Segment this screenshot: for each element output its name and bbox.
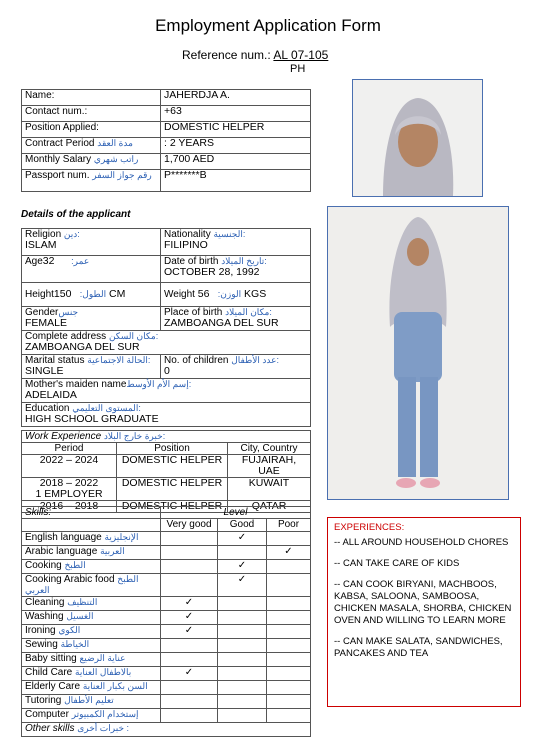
skill-level-cell <box>267 546 311 560</box>
check-icon: ✓ <box>237 574 247 585</box>
skill-label: Cleaning التنظيف <box>22 597 161 611</box>
country-code: PH <box>290 63 306 75</box>
form-title: Employment Application Form <box>155 16 381 35</box>
work-period: 2022 – 2024 <box>22 455 117 478</box>
skill-row <box>22 532 311 546</box>
skill-row <box>22 597 311 611</box>
skill-level-cell <box>267 639 311 653</box>
skills-table <box>21 506 311 737</box>
basic-row: Monthly Salary راتب شهري 1,700 AED <box>22 154 311 170</box>
skill-level-cell <box>218 546 267 560</box>
skill-level-cell <box>161 597 218 611</box>
work-col-period: Period <box>22 443 117 455</box>
marital-cell: Marital status الحالة الاجتماعية: SINGLE <box>22 355 161 379</box>
skill-level-cell <box>218 639 267 653</box>
basic-value: 1,700 AED <box>161 154 311 170</box>
skill-row <box>22 560 311 574</box>
skill-level-cell <box>218 625 267 639</box>
skill-level-cell <box>267 667 311 681</box>
reference-number: Reference num.: AL 07-105 <box>182 48 329 62</box>
experiences-box <box>327 517 521 707</box>
check-icon: ✓ <box>184 625 194 636</box>
experiences-heading: EXPERIENCES: <box>334 522 405 533</box>
skill-level-cell <box>161 653 218 667</box>
skill-level-cell <box>267 695 311 709</box>
skill-level-cell <box>218 560 267 574</box>
skill-level-cell <box>218 597 267 611</box>
skill-label: Ironing الكوي <box>22 625 161 639</box>
check-icon: ✓ <box>184 597 194 608</box>
skill-row <box>22 625 311 639</box>
work-position: DOMESTIC HELPER <box>117 455 228 478</box>
basic-row: Position Applied: DOMESTIC HELPER <box>22 122 311 138</box>
skill-label: Arabic language العربية <box>22 546 161 560</box>
work-heading: Work Experience خبرة خارج البلاد: <box>22 431 311 443</box>
skill-label: Cooking Arabic food الطبخ العربي <box>22 574 161 597</box>
skill-label: Elderly Care السن بكبار العناية <box>22 681 161 695</box>
skill-level-cell <box>267 532 311 546</box>
skill-level-cell <box>218 611 267 625</box>
experience-item: -- CAN TAKE CARE OF KIDS <box>334 558 460 569</box>
pob-cell: Place of birth مكان الميلاد: ZAMBOANGA DEL SUR <box>161 307 311 331</box>
skill-level-cell <box>161 667 218 681</box>
skill-level-cell <box>267 625 311 639</box>
children-cell: No. of children عدد الأطفال: 0 <box>161 355 311 379</box>
skill-row <box>22 681 311 695</box>
work-city: FUJAIRAH, UAE <box>228 455 311 478</box>
skill-level-cell <box>267 597 311 611</box>
skill-row <box>22 709 311 723</box>
basic-row: Passport num. رقم جواز السفر P*******B <box>22 170 311 192</box>
details-table <box>21 228 311 427</box>
basic-value: +63 <box>161 106 311 122</box>
skill-level-cell <box>267 653 311 667</box>
age-cell: Age عمر: 32 <box>22 256 161 283</box>
skill-label: Child Care بالاطفال العناية <box>22 667 161 681</box>
work-experience-table <box>21 430 311 513</box>
work-position: DOMESTIC HELPER <box>117 478 228 501</box>
skill-level-cell <box>218 695 267 709</box>
skill-level-cell <box>267 611 311 625</box>
skills-level-heading: Level <box>161 507 311 519</box>
education-cell: Education المستوى التعليمي: HIGH SCHOOL GRADUATE <box>22 403 311 427</box>
check-icon: ✓ <box>284 546 293 557</box>
basic-info-table <box>21 89 311 192</box>
full-body-photo <box>327 206 509 500</box>
basic-value: JAHERDJA A. <box>161 90 311 106</box>
skill-level-cell <box>218 574 267 597</box>
skill-level-cell <box>161 574 218 597</box>
skill-row <box>22 695 311 709</box>
basic-value: P*******B <box>161 170 311 192</box>
work-row <box>22 455 311 478</box>
address-cell: Complete address مكان السكن: ZAMBOANGA DEL SUR <box>22 331 311 355</box>
work-col-position: Position <box>117 443 228 455</box>
skill-level-cell <box>218 653 267 667</box>
skill-label: Baby sitting عناية الرضيع <box>22 653 161 667</box>
skill-label: Sewing الخياطة <box>22 639 161 653</box>
skill-level-cell <box>267 560 311 574</box>
skill-row <box>22 546 311 560</box>
skill-row <box>22 574 311 597</box>
details-heading: Details of the applicant <box>21 209 131 220</box>
skill-level-cell <box>161 611 218 625</box>
basic-value: : 2 YEARS <box>161 138 311 154</box>
skill-label: English language الإنجليزية <box>22 532 161 546</box>
work-col-city: City, Country <box>228 443 311 455</box>
work-period: 2018 – 2022 1 EMPLOYER <box>22 478 117 501</box>
work-city: QATAR <box>228 501 311 513</box>
skill-level-cell <box>267 574 311 597</box>
portrait-photo <box>352 79 483 197</box>
skill-level-cell <box>267 681 311 695</box>
skill-label: Computer إستخدام الكمبيوتر <box>22 709 161 723</box>
height-cell: Height الطول: 150 CM <box>22 283 161 307</box>
work-city: KUWAIT <box>228 478 311 501</box>
basic-row: Name: JAHERDJA A. <box>22 90 311 106</box>
skill-label: Washing الغسيل <box>22 611 161 625</box>
check-icon: ✓ <box>237 560 247 571</box>
nationality-cell: Nationality الجنسية: FILIPINO <box>161 229 311 256</box>
experience-item: -- CAN MAKE SALATA, SANDWICHES, PANCAKES AND TEA <box>334 636 503 659</box>
experience-item: -- ALL AROUND HOUSEHOLD CHORES <box>334 537 509 548</box>
weight-cell: Weight الوزن: 56 KGS <box>161 283 311 307</box>
skill-level-cell <box>161 532 218 546</box>
level-very-good: Very good <box>161 519 218 532</box>
basic-row: Contact num.: +63 <box>22 106 311 122</box>
skill-level-cell <box>218 532 267 546</box>
basic-row: Contract Period مدة العقد : 2 YEARS <box>22 138 311 154</box>
level-good: Good <box>218 519 267 532</box>
skill-level-cell <box>218 681 267 695</box>
skill-level-cell <box>161 546 218 560</box>
level-poor: Poor <box>267 519 311 532</box>
skill-level-cell <box>161 639 218 653</box>
skill-row <box>22 653 311 667</box>
skill-level-cell <box>161 709 218 723</box>
skill-level-cell <box>161 695 218 709</box>
check-icon: ✓ <box>184 611 194 622</box>
skill-level-cell <box>161 681 218 695</box>
skill-level-cell <box>218 667 267 681</box>
work-period: 2016 – 2018 <box>22 501 117 513</box>
basic-value: DOMESTIC HELPER <box>161 122 311 138</box>
check-icon: ✓ <box>237 532 247 543</box>
skill-row <box>22 639 311 653</box>
mother-cell: Mother's maiden nameإسم الأم الأوسط: ADELAIDA <box>22 379 311 403</box>
work-row <box>22 478 311 501</box>
skill-label: Cooking الطبخ <box>22 560 161 574</box>
skill-level-cell <box>161 560 218 574</box>
dob-cell: Date of birth تاريخ الميلاد: OCTOBER 28, 1992 <box>161 256 311 283</box>
skill-level-cell <box>267 709 311 723</box>
check-icon: ✓ <box>184 667 194 678</box>
skill-row <box>22 611 311 625</box>
gender-cell: Genderجنس FEMALE <box>22 307 161 331</box>
skill-label: Tutoring تعليم الأطفال <box>22 695 161 709</box>
skill-level-cell <box>218 709 267 723</box>
experience-item: -- CAN COOK BIRYANI, MACHBOOS, KABSA, SALOONA, SAMBOOSA, CHICKEN MASALA, SHORBA, CHICKEN OVEN AND WILLING TO LEARN MORE <box>334 579 512 626</box>
skill-row <box>22 667 311 681</box>
skill-level-cell <box>161 625 218 639</box>
skills-heading: Skills: <box>22 507 161 519</box>
work-position: DOMESTIC HELPER <box>117 501 228 513</box>
other-skills-row: Other skills خبرات أخرى : <box>22 723 311 737</box>
religion-cell: Religion دين: ISLAM <box>22 229 161 256</box>
